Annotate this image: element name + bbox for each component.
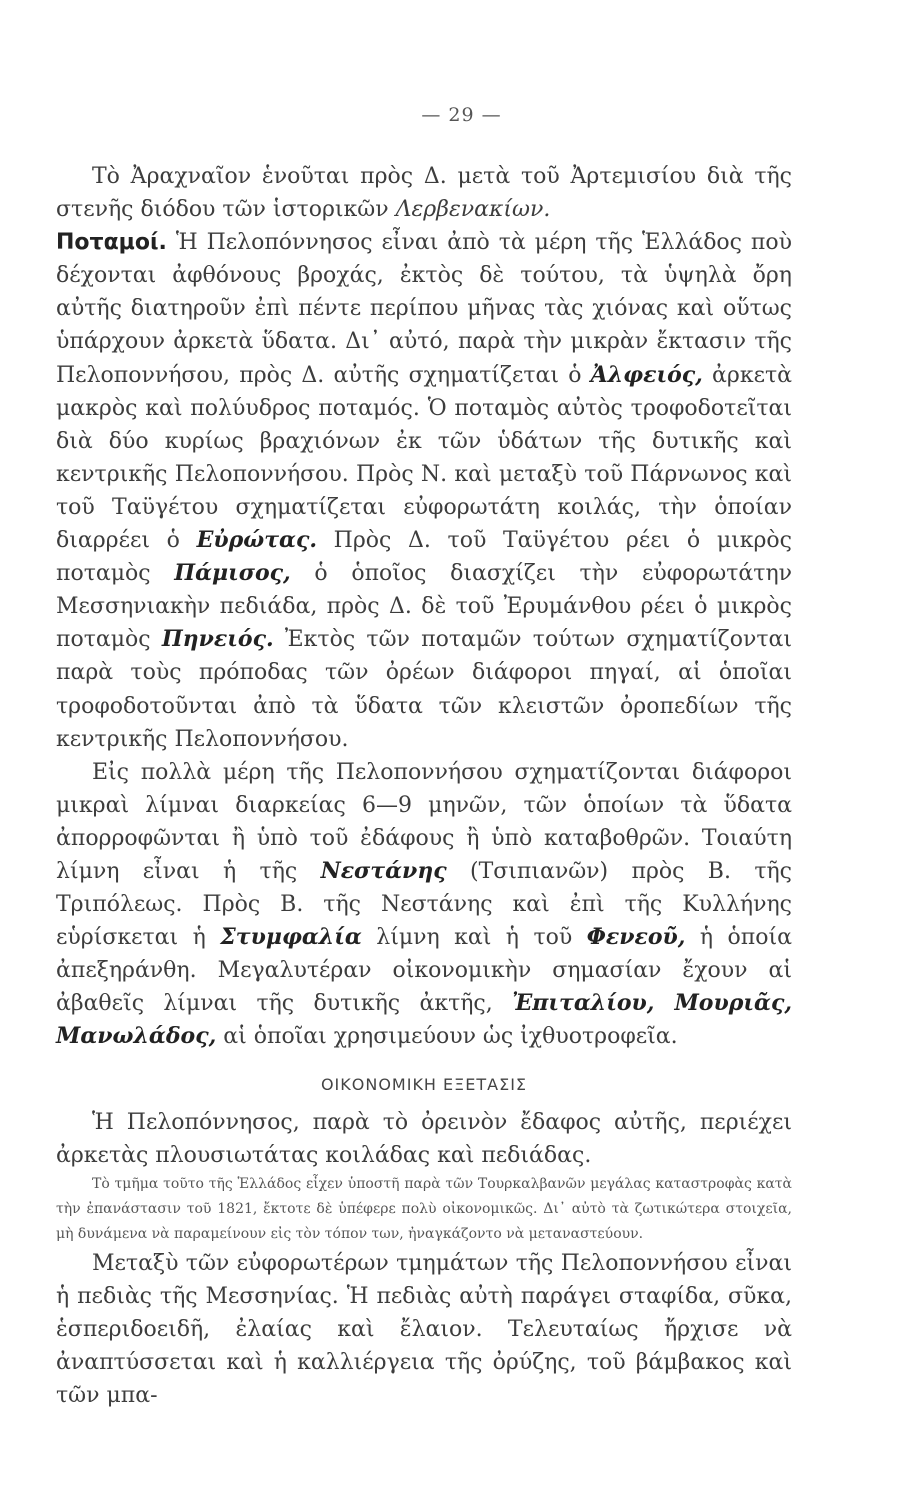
paragraph-text: ἡ ὁποία ἀπεξηράνθη. Μεγαλυτέραν οἰκονομικὴν σημασίαν ἔχουν αἱ ἀβαθεῖς λίμναι τῆς δυτικῆς ἀκτῆς, bbox=[56, 925, 792, 1017]
paragraph-text: Εἰς πολλὰ μέρη τῆς Πελοποννήσου σχηματίζονται διάφοροι μικραὶ λίμναι διαρκείας 6—9 μηνῶν, τῶν ὁποίων τὰ ὕδατα ἀπορροφῶνται ἢ ὑπὸ τοῦ ἐδάφους ἢ ὑπὸ καταβοθρῶν. Τοιαύτη λίμνη εἶναι ἡ τῆς bbox=[56, 759, 792, 884]
paragraph-text: Τὸ Ἀραχναῖον ἑνοῦται πρὸς Δ. μετὰ τοῦ Ἀρτεμισίου διὰ τῆς στενῆς διόδου τῶν ἱστορικῶν bbox=[56, 164, 792, 223]
paragraph-text: αἱ ὁποῖαι χρησιμεύουν ὡς ἰχθυοτροφεῖα. bbox=[216, 1024, 678, 1050]
paragraph-text: Πρὸς Δ. τοῦ Ταϋγέτου ρέει ὁ μικρὸς ποταμὸς bbox=[56, 528, 793, 587]
paragraph-text: Ἐκτὸς τῶν ποταμῶν τούτων σχηματίζονται παρὰ τοὺς πρόποδας τῶν ὀρέων διάφοροι πηγαί, αἱ ὁποῖαι τροφοδοτοῦνται ἀπὸ τὰ ὕδατα τῶν κλειστῶν ὀροπεδίων τῆς κεντρικῆς Πελοποννήσου. bbox=[56, 627, 792, 752]
lake-names: Ἐπιταλίου, Μουριᾶς, Μανωλάδος, bbox=[56, 990, 793, 1050]
paragraph-messinia: Μεταξὺ τῶν εὐφορωτέρων τμημάτων τῆς Πελοποννήσου εἶναι ἡ πεδιὰς τῆς Μεσσηνίας. Ἡ πεδιὰς αὐτὴ παράγει σταφίδα, σῦκα, ἑσπεριδοειδῆ, ἐλαίας καὶ ἔλαιον. Τελευταίως ἤρχισε νὰ ἀναπτύσσεται καὶ ἡ καλλιέργεια τῆς ὀρύζης, τοῦ βάμβακος καὶ τῶν μπα- bbox=[56, 1250, 792, 1409]
lake-name: Φενεοῦ, bbox=[586, 924, 686, 951]
paragraph-economy: Ἡ Πελοπόννησος, παρὰ τὸ ὀρεινὸν ἔδαφος αὐτῆς, περιέχει ἀρκετὰς πλουσιωτάτας κοιλάδας καὶ πεδιάδας. bbox=[56, 1109, 792, 1168]
river-name: Ἀλφειός, bbox=[590, 361, 703, 388]
river-name: Πηνειός. bbox=[161, 626, 274, 653]
paragraph-text: Ἡ Πελοπόννησος εἶναι ἀπὸ τὰ μέρη τῆς Ἑλλάδος ποὺ δέχονται ἀφθόνους βροχάς, ἐκτὸς δὲ τούτου, τὰ ὑψηλὰ ὄρη αὐτῆς διατηροῦν ἐπὶ πέντε περίπου μῆνας τὰς χιόνας καὶ οὕτως ὑπάρχουν ἀρκετὰ ὕδατα. Δι᾿ αὐτό, παρὰ τὴν μικρὰν ἔκτασιν τῆς Πελοποννήσου, πρὸς Δ. αὐτῆς σχηματίζεται ὁ bbox=[56, 230, 792, 388]
lake-name: Νεστάνης bbox=[320, 857, 447, 884]
lake-name: Στυμφαλία bbox=[220, 924, 362, 951]
small-print-note: Τὸ τμῆμα τοῦτο τῆς Ἑλλάδος εἶχεν ὑποστῆ παρὰ τῶν Τουρκαλβανῶν μεγάλας καταστροφὰς κατὰ τὴν ἐπανάστασιν τοῦ 1821, ἔκτοτε δὲ ὑπέφερε πολὺ οἰκονομικῶς. Δι᾿ αὐτὸ τὰ ζωτικώτερα στοιχεῖα, μὴ δυνάμενα νὰ παραμείνουν εἰς τὸν τόπον των, ἠναγκάζοντο νὰ μεταναστεύουν. bbox=[56, 1175, 792, 1242]
run-in-heading: Ποταμοί. bbox=[56, 230, 167, 256]
paragraph-rivers bbox=[56, 226, 792, 756]
paragraph-text: ὁ ὁποῖος διασχίζει τὴν εὐφορωτάτην Μεσσηνιακὴν πεδιάδα, πρὸς Δ. δὲ τοῦ Ἐρυμάνθου ρέει ὁ μικρὸς ποταμὸς bbox=[56, 561, 792, 653]
paragraph-text: ἀρκετὰ μακρὸς καὶ πολύυδρος ποταμός. Ὁ ποταμὸς αὐτὸς τροφοδοτεῖται διὰ δύο κυρίως βραχιόνων ἐκ τῶν ὑδάτων τῆς δυτικῆς καὶ κεντρικῆς Πελοποννήσου. Πρὸς Ν. καὶ μεταξὺ τοῦ Πάρνωνος καὶ τοῦ Ταϋγέτου σχηματίζεται εὐφορωτάτη κοιλάς, τὴν ὁποίαν διαρρέει ὁ bbox=[56, 362, 792, 554]
paragraph-lakes bbox=[56, 756, 792, 1054]
river-name: Εὐρώτας. bbox=[196, 527, 317, 554]
paragraph-text: λίμνη καὶ ἡ τοῦ bbox=[361, 925, 587, 951]
body-text bbox=[56, 160, 792, 1412]
place-name: Λερβενακίων. bbox=[395, 197, 551, 223]
paragraph-text: (Τσιπιανῶν) πρὸς Β. τῆς Τριπόλεως. Πρὸς Β. τῆς Νεστάνης καὶ ἐπὶ τῆς Κυλλήνης εὑρίσκεται ἡ bbox=[56, 858, 792, 951]
river-name: Πάμισος, bbox=[174, 560, 291, 587]
paragraph-arachnaion bbox=[56, 160, 792, 226]
section-heading: ΟΙΚΟΝΟΜΙΚΗ ΕΞΕΤΑΣΙΣ bbox=[320, 1074, 528, 1094]
page-number: — 29 — bbox=[421, 104, 502, 126]
